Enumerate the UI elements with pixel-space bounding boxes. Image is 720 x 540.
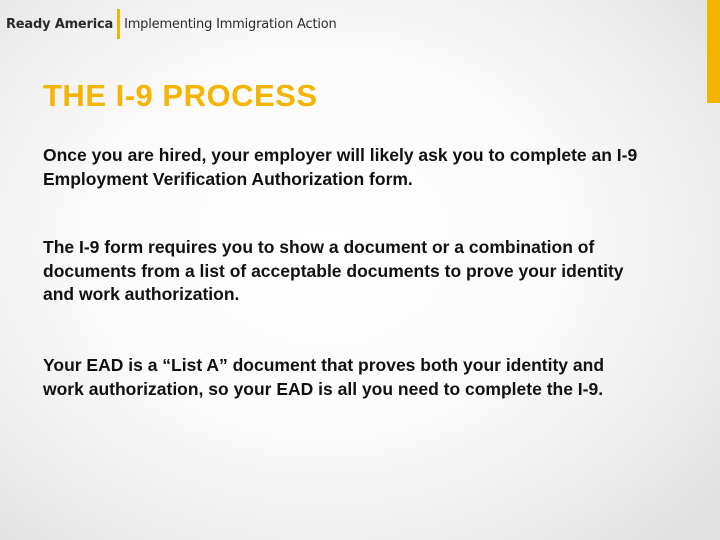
slide-title: THE I-9 PROCESS <box>43 78 318 113</box>
logo-divider <box>117 9 120 39</box>
header-logo <box>6 9 337 39</box>
logo-brand: Ready America <box>6 16 114 32</box>
paragraph-hiring: Once you are hired, your employer will likely ask you to complete an I-9 Employment Verification Authorization form. <box>43 145 638 189</box>
paragraph-ead: Your EAD is a “List A” document that proves both your identity and work authorization, so your EAD is all you need to complete the I-9. <box>43 355 605 399</box>
logo-subtitle: Implementing Immigration Action <box>124 16 337 32</box>
paragraph-documents: The I-9 form requires you to show a document or a combination of documents from a list of acceptable documents to prove your identity and work authorization. <box>43 237 624 304</box>
accent-bar <box>707 0 720 103</box>
